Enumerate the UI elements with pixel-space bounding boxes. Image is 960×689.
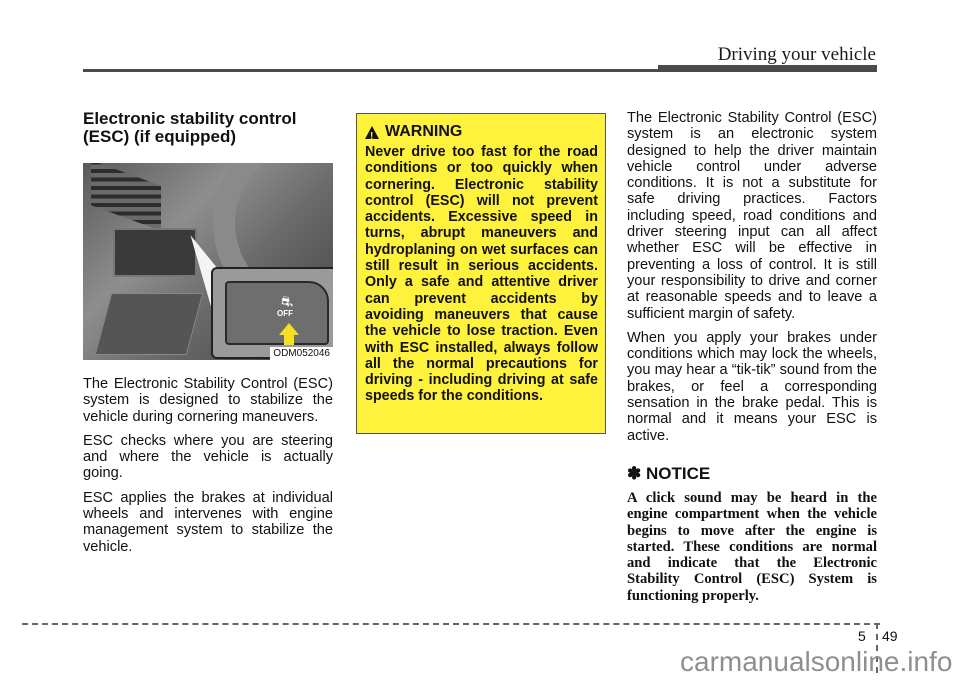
paragraph: When you apply your brakes under conditions which may lock the wheels, you may hear a “tik-tik” sound from the brakes, or feel a corresponding sensation in the brake pedal. This is normal and it means your ESC is active. [627,329,877,444]
right-column [627,110,877,604]
figure-code: ODM052046 [270,347,333,360]
section-title [83,110,333,146]
chapter-number: 5 [858,628,866,644]
lower-dash-panel [95,293,204,355]
arrow-up-icon [279,323,299,335]
esc-button-inset [211,267,333,359]
notice-asterisk-icon: ✽ [627,463,642,483]
warning-heading [365,122,598,142]
notice-title: NOTICE [645,463,711,483]
header-rule-accent [658,65,877,72]
left-column [83,110,333,563]
off-label: OFF [277,309,293,318]
warning-box [356,113,606,434]
paragraph: ESC checks where you are steering and where the vehicle is actually going. [83,432,333,482]
watermark: carmanualsonline.info [680,646,953,677]
warning-triangle-icon [365,126,379,139]
notice-heading [627,464,877,484]
skidding-car-icon: ⛐ [281,293,294,309]
warning-text: Never drive too fast for the road conditions or too quickly when cornering. Electronic stability control (ESC) will not prevent accidents. Excessive speed in turns, abrupt maneuvers and hydroplaning on wet surfaces can still result in serious accidents. Only a safe and attentive driver can prevent accidents by avoiding maneuvers that cause the vehicle to lose traction. Even with ESC installed, always follow all the normal precautions for driving - including driving at safe speeds for the conditions. [365,144,598,405]
header-rule [83,69,663,72]
section-title-line2: (ESC) (if equipped) [83,127,236,146]
esc-off-button [225,281,329,345]
notice-text: A click sound may be heard in the engine compartment when the vehicle begins to move after the engine is started. These conditions are normal and indicate that the Electronic Stability Control (ESC) System is functioning properly. [627,489,877,604]
footer-rule [22,623,880,625]
arrow-stem [284,335,294,345]
switch-panel [113,228,197,277]
paragraph: ESC applies the brakes at individual wheels and intervenes with engine management system to stabilize the vehicle. [83,489,333,555]
air-vent [91,163,161,231]
page-number: 49 [882,628,898,644]
header-title: Driving your vehicle [717,44,876,65]
esc-button-figure [83,163,333,360]
paragraph: The Electronic Stability Control (ESC) system is an electronic system designed to help the driver maintain vehicle control under adverse conditions. It is not a substitute for safe driving practices. Factors including speed, road conditions and driver steering input can all affect whether ESC will be effective in preventing a loss of control. It is still your responsibility to drive and corner at reasonable speeds and to leave a sufficient margin of safety. [627,110,877,322]
section-title-line1: Electronic stability control [83,109,297,128]
warning-title: WARNING [385,123,463,140]
paragraph: The Electronic Stability Control (ESC) system is designed to stabilize the vehicle during cornering maneuvers. [83,376,333,425]
